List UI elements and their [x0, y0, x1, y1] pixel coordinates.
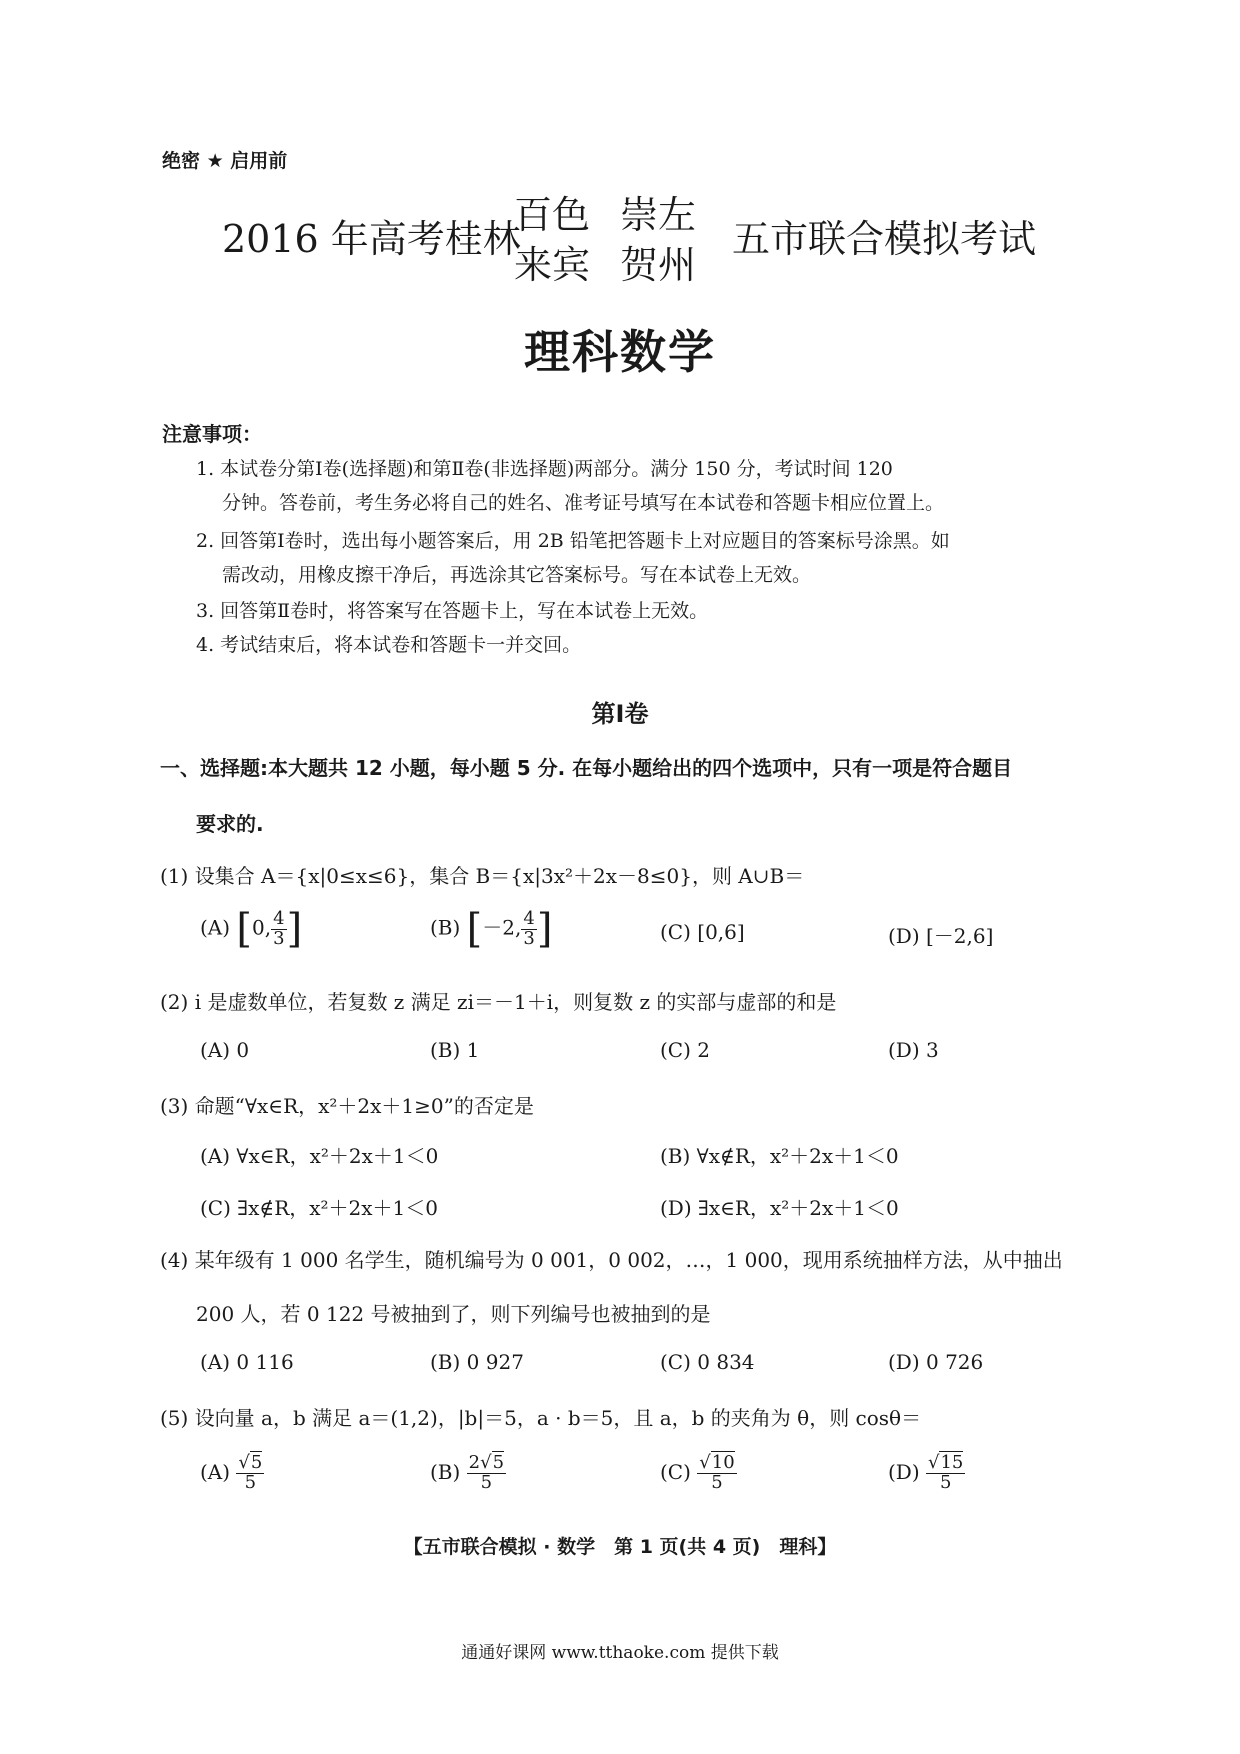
question-4-stem-cont: 200 人，若 0 122 号被抽到了，则下列编号也被抽到的是 [196, 1302, 711, 1326]
title-city-baise: 百色 [514, 193, 591, 237]
question-5-option-d: (D) $\frac{√15}{5}$ [888, 1452, 964, 1493]
title-city-chongzuo: 崇左 [620, 193, 697, 237]
notice-item-1-cont: 分钟。答卷前，考生务必将自己的姓名、准考证号填写在本试卷和答题卡相应位置上。 [222, 492, 945, 514]
question-3-stem: (3) 命题“∀x∈R，x²＋2x＋1≥0”的否定是 [160, 1094, 534, 1118]
question-1-option-c: (C) [0,6] [660, 920, 745, 944]
question-3-option-d: (D) ∃x∈R，x²＋2x＋1＜0 [660, 1196, 899, 1220]
section-instruction: 一、选择题:本大题共 12 小题，每小题 5 分. 在每小题给出的四个选项中，只有一项是符合题目 [160, 756, 1013, 780]
question-4-option-d: (D) 0 726 [888, 1350, 984, 1374]
question-5-option-c: (C) $\frac{√10}{5}$ [660, 1452, 735, 1493]
question-3-option-c: (C) ∃x∉R，x²＋2x＋1＜0 [200, 1196, 439, 1220]
notice-item-2-cont: 需改动，用橡皮擦干净后，再选涂其它答案标号。写在本试卷上无效。 [222, 564, 812, 586]
question-3-option-a: (A) ∀x∈R，x²＋2x＋1＜0 [200, 1144, 439, 1168]
question-4-option-a: (A) 0 116 [200, 1350, 294, 1374]
notice-item-1: 1. 本试卷分第Ⅰ卷(选择题)和第Ⅱ卷(非选择题)两部分。满分 150 分，考试时间 120 [196, 458, 893, 480]
question-2-option-c: (C) 2 [660, 1038, 710, 1062]
question-1-stem: (1) 设集合 A＝{x|0≤x≤6}，集合 B＝{x|3x²＋2x－8≤0}，则 A∪B＝ [160, 864, 805, 888]
question-1-option-a: (A) [0, $\frac{4}{3}$ ] [200, 906, 303, 952]
subject-title: 理科数学 [524, 325, 716, 379]
question-5-stem: (5) 设向量 a，b 满足 a＝(1,2)，|b|＝5，a · b＝5，且 a，b 的夹角为 θ，则 cosθ＝ [160, 1406, 922, 1430]
question-2-option-d: (D) 3 [888, 1038, 939, 1062]
title-rest-part: 五市联合模拟考试 [732, 217, 1037, 261]
title-city-laibin: 来宾 [514, 243, 591, 287]
notice-item-4: 4. 考试结束后，将本试卷和答题卡一并交回。 [196, 634, 582, 656]
title-city-hezhou: 贺州 [620, 243, 697, 287]
question-4-option-c: (C) 0 834 [660, 1350, 755, 1374]
question-4-option-b: (B) 0 927 [430, 1350, 524, 1374]
question-4-stem: (4) 某年级有 1 000 名学生，随机编号为 0 001，0 002，…，1 000，现用系统抽样方法，从中抽出 [160, 1248, 1063, 1272]
page-footer: 【五市联合模拟 · 数学 第 1 页(共 4 页) 理科】 [403, 1536, 837, 1558]
question-1-option-d: (D) [－2,6] [888, 924, 994, 948]
question-3-option-b: (B) ∀x∉R，x²＋2x＋1＜0 [660, 1144, 899, 1168]
notice-item-2: 2. 回答第Ⅰ卷时，选出每小题答案后，用 2B 铅笔把答题卡上对应题目的答案标号涂黑。如 [196, 530, 950, 552]
question-5-option-a: (A) $\frac{√5}{5}$ [200, 1452, 263, 1493]
part-title: 第Ⅰ卷 [591, 700, 649, 728]
source-watermark: 通通好课网 www.tthaoke.com 提供下载 [461, 1643, 779, 1663]
title-year-part: 2016 年高考桂林 [222, 217, 521, 261]
question-2-stem: (2) i 是虚数单位，若复数 z 满足 zi＝－1＋i，则复数 z 的实部与虚部的和是 [160, 990, 837, 1014]
question-1-option-b: (B) [－2, $\frac{4}{3}$ ] [430, 906, 553, 952]
notice-item-3: 3. 回答第Ⅱ卷时，将答案写在答题卡上，写在本试卷上无效。 [196, 600, 709, 622]
question-2-option-b: (B) 1 [430, 1038, 480, 1062]
classified-label: 绝密 ★ 启用前 [162, 150, 288, 172]
question-2-option-a: (A) 0 [200, 1038, 250, 1062]
section-instruction-cont: 要求的. [196, 812, 264, 836]
notice-title: 注意事项： [162, 422, 262, 446]
question-5-option-b: (B) $\frac{2√5}{5}$ [430, 1452, 505, 1493]
